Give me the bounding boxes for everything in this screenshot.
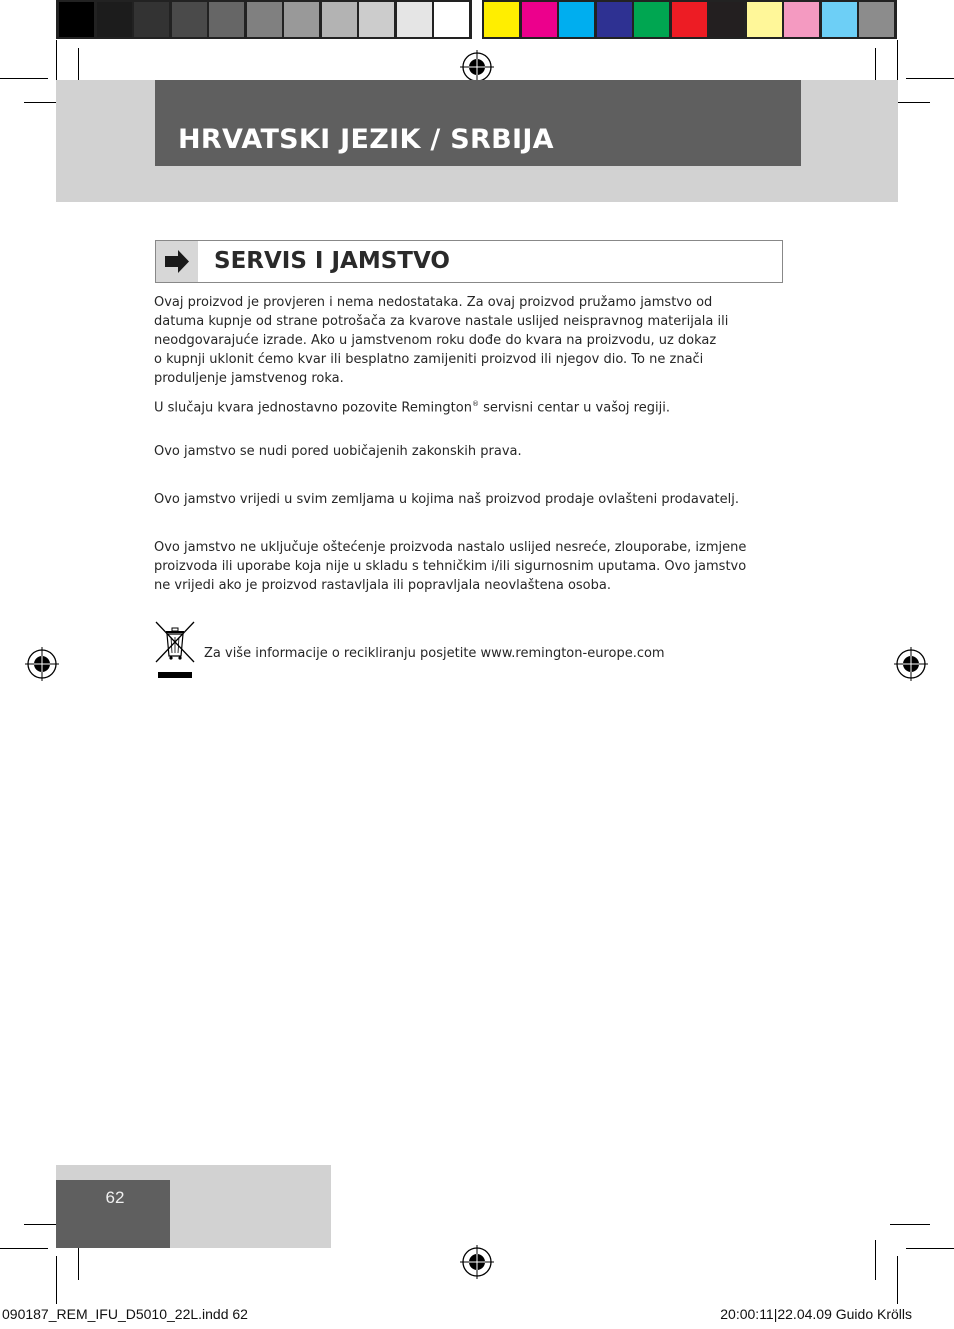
color-bar-gap: [472, 0, 482, 39]
color-swatch: [784, 2, 819, 37]
crop-mark: [897, 1256, 898, 1304]
warranty-paragraph: [154, 293, 784, 388]
paragraph-line: produljenje jamstvenog roka.: [154, 371, 344, 386]
paragraph-line: Ovo jamstvo ne uključuje oštećenje proizvoda nastalo uslijed nesreće, zlouporabe, izmjene: [154, 540, 747, 555]
color-swatch: [634, 2, 669, 37]
paragraph-line: o kupnji uklonit ćemo kvar ili besplatno zamijeniti proizvod ili njegov dio. To ne znači: [154, 352, 704, 367]
color-swatch: [859, 2, 894, 37]
paragraph-line: ne vrijedi ako je proizvod rastavljala ili popravljala neovlaštena osoba.: [154, 578, 611, 593]
color-swatch: [822, 2, 857, 37]
color-swatch: [359, 2, 394, 37]
paragraph-line: Ovaj proizvod je provjeren i nema nedostataka. Za ovaj proizvod pružamo jamstvo od: [154, 295, 713, 310]
exclusions-paragraph: [154, 538, 784, 595]
color-swatch: [434, 2, 469, 37]
legal-rights-paragraph: [154, 442, 784, 461]
color-swatch: [97, 2, 132, 37]
section-icon-box: [156, 241, 198, 282]
paragraph-line: datuma kupnje od strane potrošača za kvarove nastale uslijed neispravnog materijala ili: [154, 314, 729, 329]
crop-mark: [875, 1240, 876, 1280]
service-text: U slučaju kvara jednostavno pozovite Remington: [154, 400, 472, 416]
paragraph-line: Ovo jamstvo vrijedi u svim zemljama u kojima naš proizvod prodaje ovlašteni prodavatelj.: [154, 492, 739, 507]
color-swatch: [672, 2, 707, 37]
color-swatch: [134, 2, 169, 37]
registration-mark-icon: [25, 647, 59, 681]
color-swatch: [322, 2, 357, 37]
color-swatch: [597, 2, 632, 37]
color-swatch: [559, 2, 594, 37]
service-text-end: servisni centar u vašoj regiji.: [478, 400, 670, 416]
color-swatch: [709, 2, 744, 37]
file-slug: 090187_REM_IFU_D5010_22L.indd 62: [2, 1306, 248, 1322]
crop-mark: [890, 1224, 930, 1225]
page-number: 62: [105, 1188, 125, 1207]
crop-mark: [56, 1256, 57, 1304]
service-paragraph: [154, 395, 784, 417]
paragraph-line: Ovo jamstvo se nudi pored uobičajenih zakonskih prava.: [154, 444, 522, 459]
page-title: HRVATSKI JEZIK / SRBIJA: [178, 124, 554, 155]
registration-mark-icon: [460, 1245, 494, 1279]
crop-mark: [906, 78, 954, 79]
recycling-info: Za više informacije o recikliranju posjetite www.remington-europe.com: [204, 646, 665, 661]
paragraph-line: proizvoda ili uporabe koja nije u skladu s tehničkim i/ili sigurnosnim uputama. Ovo jamstvo: [154, 559, 747, 574]
crop-mark: [906, 1248, 954, 1249]
registration-mark-icon: [894, 647, 928, 681]
registered-mark: ®: [471, 400, 479, 408]
crop-mark: [0, 78, 48, 79]
color-swatch: [172, 2, 207, 37]
color-swatch: [522, 2, 557, 37]
countries-paragraph: [154, 490, 784, 509]
registration-mark-icon: [460, 50, 494, 84]
crop-mark: [0, 1248, 48, 1249]
color-swatch: [397, 2, 432, 37]
arrow-right-icon: [156, 241, 198, 282]
section-title: SERVIS I JAMSTVO: [214, 248, 450, 274]
color-swatch: [59, 2, 94, 37]
color-swatch: [284, 2, 319, 37]
paragraph-line: neodgovarajuće izrade. Ako u jamstvenom roku dođe do kvara na proizvodu, uz dokaz: [154, 333, 717, 348]
color-swatch: [209, 2, 244, 37]
color-swatch: [747, 2, 782, 37]
color-swatch: [247, 2, 282, 37]
crossed-bin-icon: [154, 620, 196, 680]
date-slug: 20:00:11|22.04.09 Guido Krölls: [720, 1306, 912, 1322]
color-swatch: [484, 2, 519, 37]
